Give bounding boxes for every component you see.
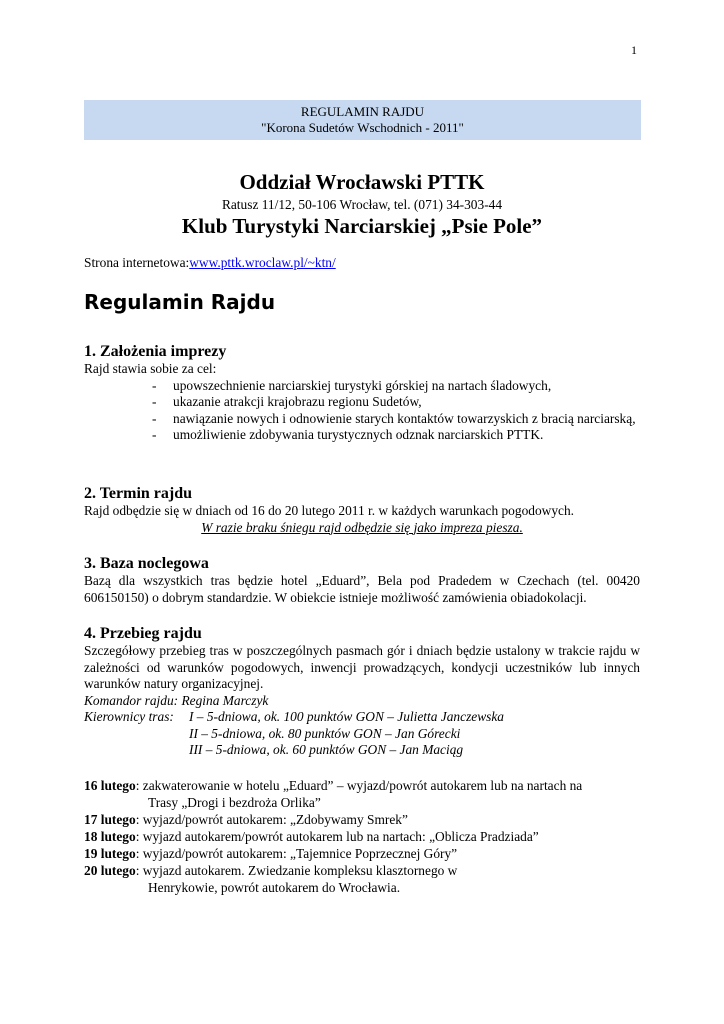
club-title: Klub Turystyki Narciarskiej „Psie Pole”: [181, 214, 543, 238]
schedule-item: 20 lutego: wyjazd autokarem. Zwiedzanie kompleksu klasztornego w: [84, 863, 458, 878]
schedule-item: 17 lutego: wyjazd/powrót autokarem: „Zdobywamy Smrek”: [84, 812, 408, 827]
list-item: - ukazanie atrakcji krajobrazu regionu Sudetów,: [152, 394, 422, 409]
route-item: I – 5-dniowa, ok. 100 punktów GON – Julietta Janczewska: [189, 709, 505, 724]
schedule: [84, 777, 640, 896]
schedule-continuation: Henrykowie, powrót autokarem do Wrocławia.: [148, 880, 401, 895]
section-text: Bazą dla wszystkich tras będzie hotel „Eduard”, Bela pod Pradedem w Czechach (tel. 00420 606150150) o dobrym standardzie. W obiekcie istnieje możliwość zamówienia obiadokolacji.: [84, 573, 640, 605]
section-date: [84, 485, 640, 536]
section-heading: 3. Baza noclegowa: [84, 555, 209, 572]
dash-bullet: -: [152, 427, 157, 442]
route-item: III – 5-dniowa, ok. 60 punktów GON – Jan Maciąg: [189, 742, 464, 757]
section-heading: 4. Przebieg rajdu: [84, 625, 202, 642]
section-intro: Rajd stawia sobie za cel:: [84, 361, 217, 376]
banner-subtitle: "Korona Sudetów Wschodnich - 2011": [261, 120, 464, 135]
dash-bullet: -: [152, 394, 157, 409]
dash-bullet: -: [152, 377, 157, 393]
schedule-day: 18 lutego: [84, 829, 136, 844]
schedule-item: 18 lutego: wyjazd autokarem/powrót autokarem lub na nartach: „Oblicza Pradziada”: [84, 829, 539, 844]
banner-title: REGULAMIN RAJDU: [300, 104, 425, 119]
organizer-title: Oddział Wrocławski PTTK: [239, 170, 485, 194]
schedule-item: 19 lutego: wyjazd/powrót autokarem: „Tajemnice Poprzecznej Góry”: [84, 846, 458, 861]
section-text: Szczegółowy przebieg tras w poszczególnych pasmach gór i dniach będzie ustalony w trakcie rajdu w zależności od warunków pogodowych, inwencji prowadzących, kondycji uczestników lub innych warunków natury organizacyjnej.: [84, 643, 640, 691]
organizer-address: Ratusz 11/12, 50-106 Wrocław, tel. (071) 34-303-44: [221, 197, 503, 212]
header-banner: [84, 100, 641, 140]
section-goals: [84, 343, 640, 444]
section-course: [84, 625, 640, 759]
schedule-day: 19 lutego: [84, 846, 136, 861]
website-label: Strona internetowa:: [84, 255, 190, 270]
section-lodging: [84, 555, 640, 606]
section-heading: 2. Termin rajdu: [84, 485, 193, 502]
website-line: [84, 255, 336, 271]
list-item: - nawiązanie nowych i odnowienie starych kontaktów towarzyskich z bracią narciarską,: [152, 410, 636, 426]
schedule-day: 17 lutego: [84, 812, 136, 827]
goals-list: [84, 378, 640, 444]
list-item: - upowszechnienie narciarskiej turystyki górskiej na nartach śladowych,: [152, 377, 552, 393]
dash-bullet: -: [152, 410, 157, 426]
rain-note: W razie braku śniegu rajd odbędzie się jako impreza piesza.: [201, 519, 523, 535]
list-item: - umożliwienie zdobywania turystycznych odznak narciarskich PTTK.: [152, 427, 544, 442]
section-text: Rajd odbędzie się w dniach od 16 do 20 lutego 2011 r. w każdych warunkach pogodowych.: [84, 503, 575, 518]
schedule-continuation: Trasy „Drogi i bezdroża Orlika”: [148, 795, 321, 810]
page-number: 1: [631, 43, 637, 57]
route-leaders: [84, 709, 640, 726]
schedule-day: 20 lutego: [84, 863, 136, 878]
schedule-item: 16 lutego: zakwaterowanie w hotelu „Eduard” – wyjazd/powrót autokarem lub na nartach na: [84, 778, 583, 793]
schedule-day: 16 lutego: [84, 778, 136, 793]
document-title: Regulamin Rajdu: [84, 290, 276, 314]
section-heading: 1. Założenia imprezy: [84, 343, 227, 360]
commander: Komandor rajdu: Regina Marczyk: [84, 692, 269, 708]
website-link[interactable]: www.pttk.wroclaw.pl/~ktn/: [189, 255, 336, 270]
routes-label: Kierownicy tras:: [84, 709, 174, 724]
route-item: II – 5-dniowa, ok. 80 punktów GON – Jan Górecki: [189, 725, 461, 741]
